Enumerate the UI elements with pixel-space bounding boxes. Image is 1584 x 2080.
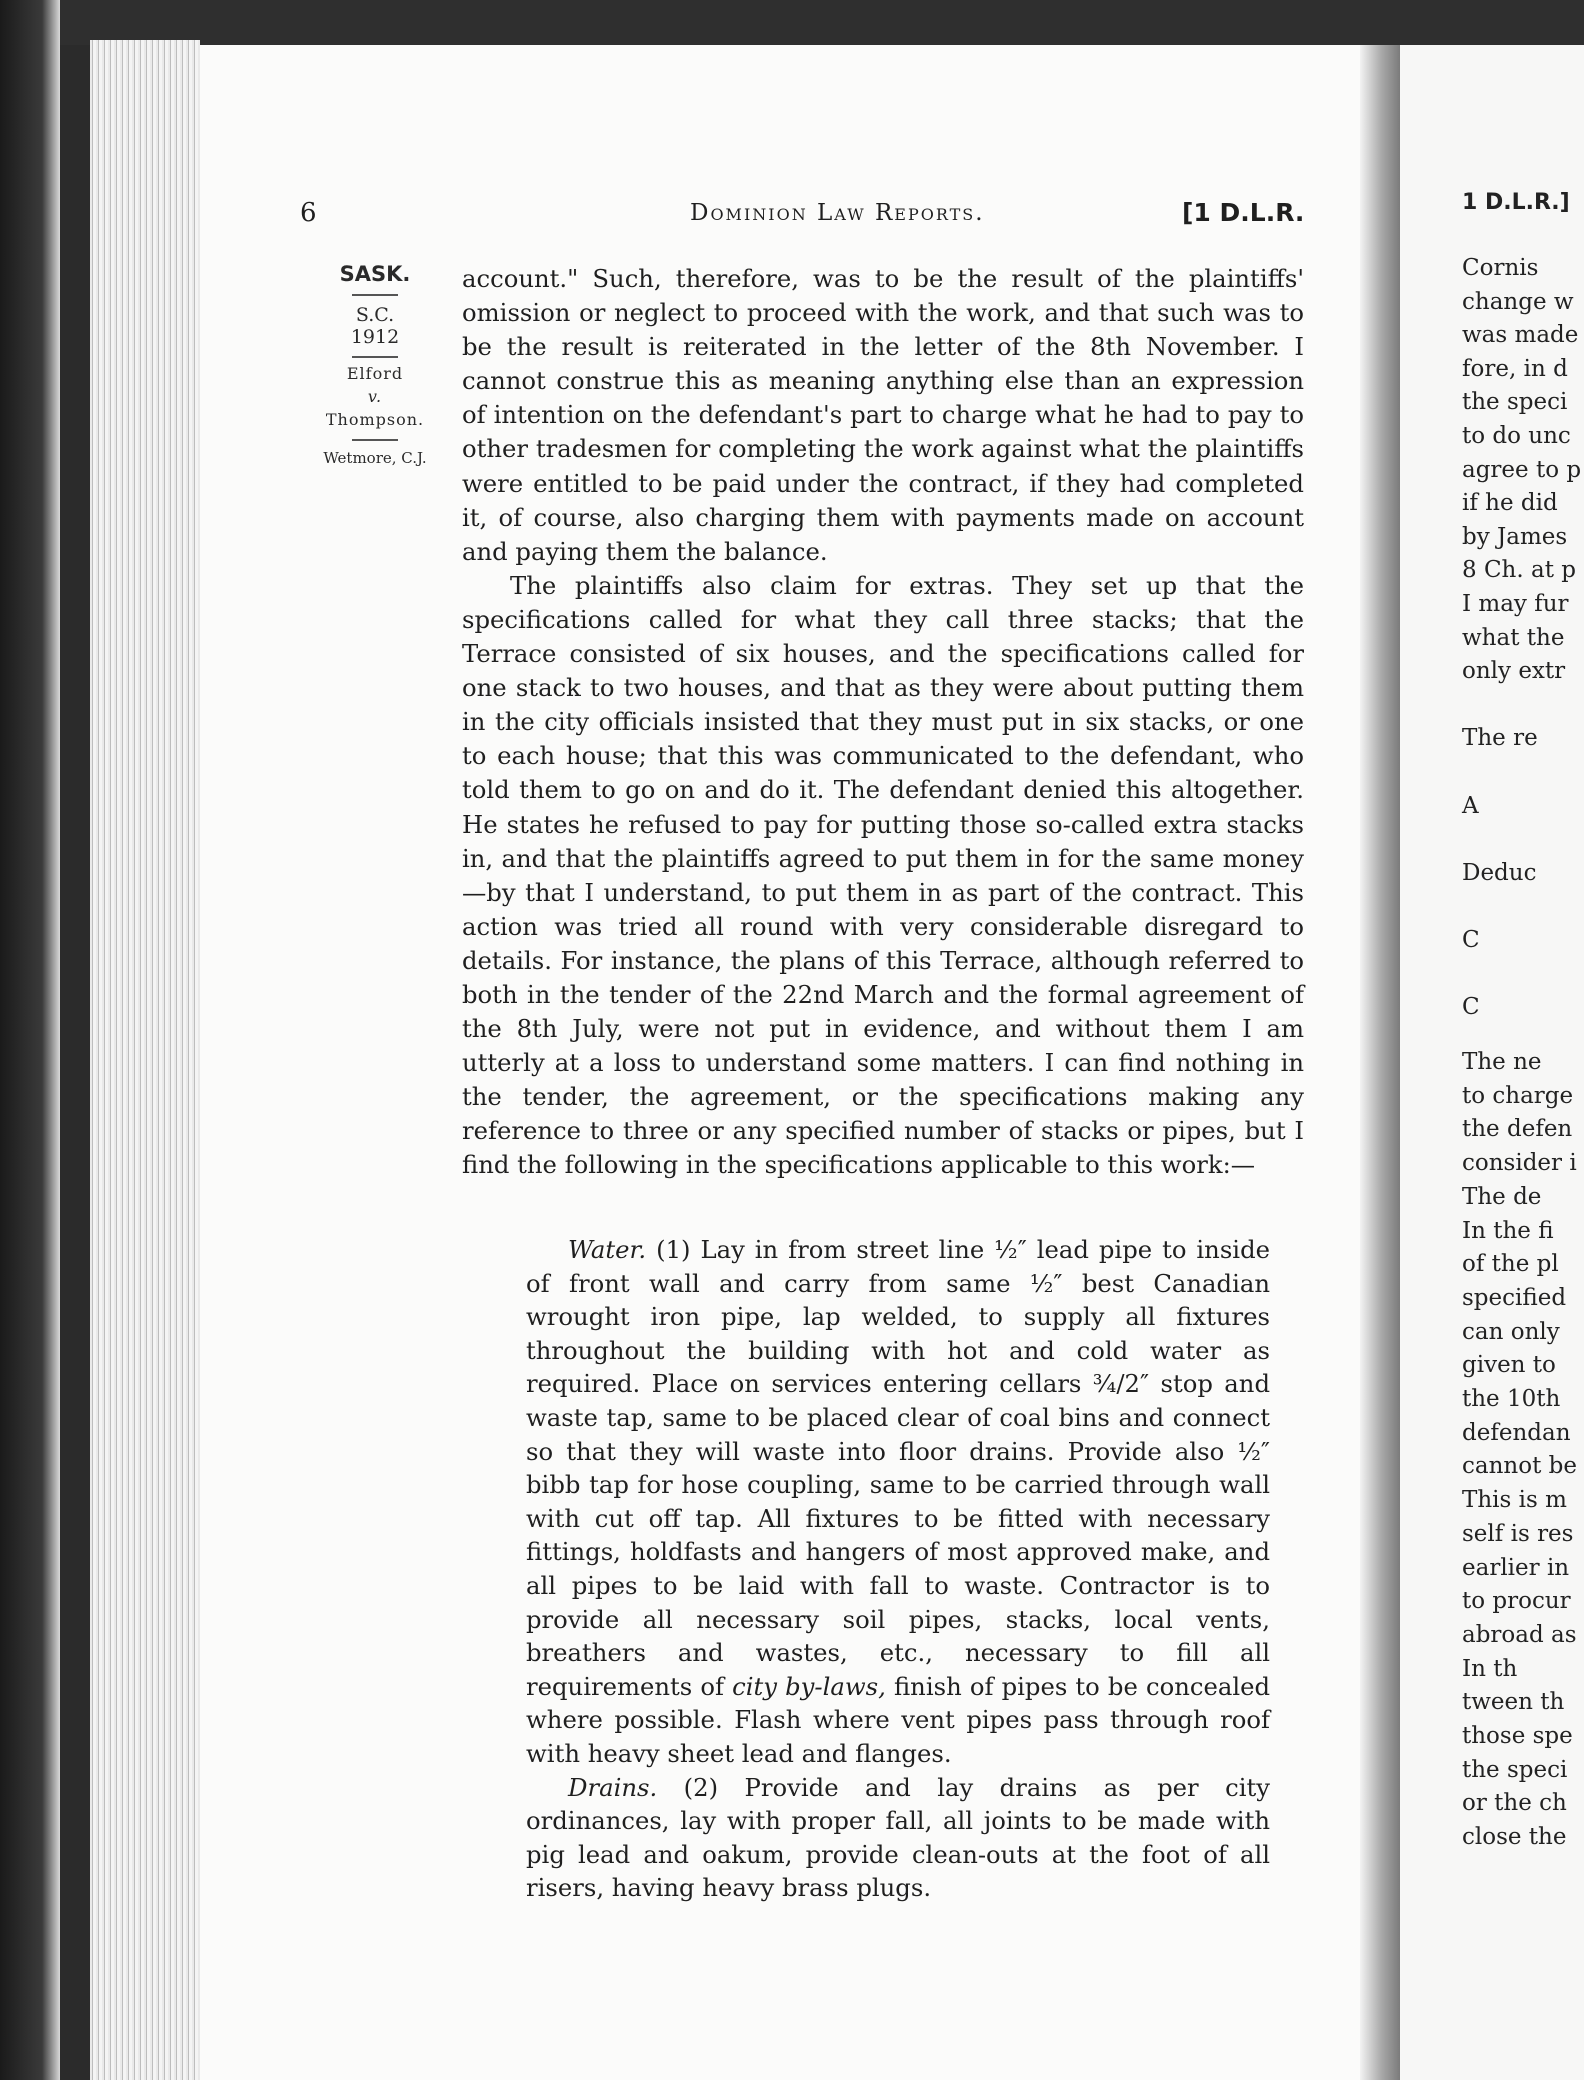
right-page-line: [1462, 823, 1584, 857]
right-page-line: agree to p: [1462, 456, 1582, 483]
drains-clause: [526, 1771, 1270, 1905]
right-page-line: close the: [1462, 1824, 1567, 1851]
water-clause: [526, 1233, 1270, 1771]
right-page-line: [1462, 890, 1584, 924]
right-page-line: [1462, 756, 1584, 790]
water-end: finish of pipes to be concealed where possible. Flash where vent pipes pass through roof with heavy sheet lead and flanges.: [526, 1671, 1271, 1768]
right-page-line: specified: [1462, 1284, 1567, 1311]
paragraph: account." Such, therefore, was to be the result of the plaintiffs' omission or neglect to proceed with the work, and that such was to be the result is reiterated in the letter of the 8th November. I cannot construe this as meaning anything else than an expression of intention on the defendant's part to charge what he had to pay to other tradesmen for completing the work against what the plaintiffs were entitled to be paid under the contract, if they had completed it, of course, also charging them with payments made on account and paying them the balance.: [462, 264, 1304, 566]
right-page-line: fore, in d: [1462, 355, 1568, 382]
right-page-line: I may fur: [1462, 590, 1569, 617]
right-page-line: In th: [1462, 1655, 1518, 1682]
right-page-line: Deduc: [1462, 859, 1537, 886]
right-page-head: 1 D.L.R.]: [1462, 190, 1570, 215]
right-page-line: The de: [1462, 1183, 1542, 1210]
right-page-line: of the pl: [1462, 1251, 1559, 1278]
right-page-line: 8 Ch. at p: [1462, 557, 1576, 584]
margin-province: SASK.: [339, 262, 411, 286]
margin-year: 1912: [350, 326, 400, 348]
book-gutter: [1360, 45, 1400, 2080]
margin-rule: [352, 439, 398, 441]
right-page-line: A: [1462, 792, 1479, 819]
margin-court: S.C.: [355, 304, 395, 326]
water-italic: city by-laws,: [732, 1671, 886, 1701]
water-heading: Water.: [568, 1235, 647, 1264]
right-page-line: This is m: [1462, 1487, 1567, 1514]
right-page-line: self is res: [1462, 1520, 1574, 1547]
body-text: [462, 262, 1304, 1183]
right-page-line: was made: [1462, 322, 1579, 349]
right-page-line: C: [1462, 926, 1480, 953]
margin-case-v: v.: [367, 387, 383, 406]
right-page-line: to do unc: [1462, 422, 1571, 449]
right-page-line: consider i: [1462, 1150, 1577, 1177]
right-page-line: or the ch: [1462, 1790, 1567, 1817]
right-page-line: the 10th: [1462, 1386, 1561, 1413]
right-page-line: Cornis: [1462, 255, 1539, 281]
right-page-line: given to: [1462, 1352, 1556, 1379]
right-page-line: defendan: [1462, 1419, 1571, 1446]
margin-case-defendant: Thompson.: [325, 410, 425, 429]
margin-rule: [352, 356, 398, 358]
right-page-line: The re: [1462, 725, 1538, 752]
right-page-line: C: [1462, 994, 1480, 1021]
volume-reference: [1 D.L.R.: [1182, 198, 1305, 227]
right-page-line: [1462, 957, 1584, 991]
right-page-line: if he did: [1462, 490, 1558, 517]
right-page-lower-text: [1462, 1046, 1584, 1855]
right-page-line: [1462, 689, 1584, 723]
book-cover-edge: [0, 0, 60, 2080]
right-page-line: change w: [1462, 288, 1574, 315]
right-page-line: abroad as: [1462, 1621, 1577, 1648]
drains-heading: Drains.: [568, 1772, 658, 1802]
water-text: (1) Lay in from street line ½″ lead pipe to inside of front wall and carry from same ½″ best Canadian wrought iron pipe, lap welded, to supply all fixtures throughout the building with hot and cold water as required. Place on services entering cellars ¾/2″ stop and waste tap, same to be placed clear of coal bins and connect so that they will waste into floor drains. Provide also ½″ bibb tap for hose coupling, same to be carried through wall with cut off tap. All fixtures to be fitted with necessary fittings, holdfasts and hangers of most approved make, and all pipes to be laid with fall to waste. Contractor is to provide all necessary soil pipes, stacks, local vents, breathers and wastes, etc., necessary to fill all requirements of: [526, 1235, 1270, 1701]
right-page-line: tween th: [1462, 1689, 1565, 1716]
specification-quote: [526, 1233, 1270, 1905]
right-page-upper-text: [1462, 252, 1584, 1025]
right-page-line: what the: [1462, 624, 1565, 651]
right-page-line: In the fi: [1462, 1217, 1554, 1244]
right-page-line: The ne: [1462, 1049, 1542, 1075]
right-page-line: earlier in: [1462, 1554, 1570, 1581]
margin-rule: [352, 294, 398, 296]
right-page-line: those spe: [1462, 1723, 1573, 1750]
scanner-background-top: [0, 0, 1584, 45]
right-page-line: by James: [1462, 523, 1568, 550]
right-page-line: the speci: [1462, 389, 1568, 416]
margin-notes: [300, 262, 450, 467]
margin-case-plaintiff: Elford: [346, 364, 404, 383]
right-page-line: the speci: [1462, 1756, 1568, 1783]
right-page-line: to charge: [1462, 1082, 1574, 1109]
page-edges: [90, 40, 200, 2080]
running-head: Dominion Law Reports.: [690, 200, 985, 226]
page-number: 6: [300, 198, 317, 228]
drains-text: (2) Provide and lay drains as per city ordinances, lay with proper fall, all joints to be made with pig lead and oakum, provide clean-outs at the foot of all risers, having heavy brass plugs.: [526, 1772, 1270, 1903]
right-page-line: to procur: [1462, 1588, 1571, 1615]
margin-judge: Wetmore, C.J.: [323, 449, 427, 467]
right-page-line: the defen: [1462, 1116, 1573, 1143]
right-page-line: can only: [1462, 1318, 1560, 1345]
paragraph: The plaintiffs also claim for extras. They set up that the specifications called for what they call three stacks; that the Terrace consisted of six houses, and the specifications called for one stack to two houses, and that as they were about putting them in the city officials insisted that they must put in six stacks, or one to each house; that this was communicated to the defendant, who told them to go on and do it. The defendant denied this altogether. He states he refused to pay for putting those so-called extra stacks in, and that the plaintiffs agreed to put them in for the same money—by that I understand, to put them in as part of the contract. This action was tried all round with very considerable disregard to details. For instance, the plans of this Terrace, although referred to both in the tender of the 22nd March and the formal agreement of the 8th July, were not put in evidence, and without them I am utterly at a loss to understand some matters. I can find nothing in the tender, the agreement, or the specifications making any reference to three or any specified number of stacks or pipes, but I find the following in the specifications applicable to this work:—: [462, 570, 1304, 1180]
right-page-line: only extr: [1462, 658, 1566, 685]
right-page-line: cannot be: [1462, 1453, 1577, 1480]
